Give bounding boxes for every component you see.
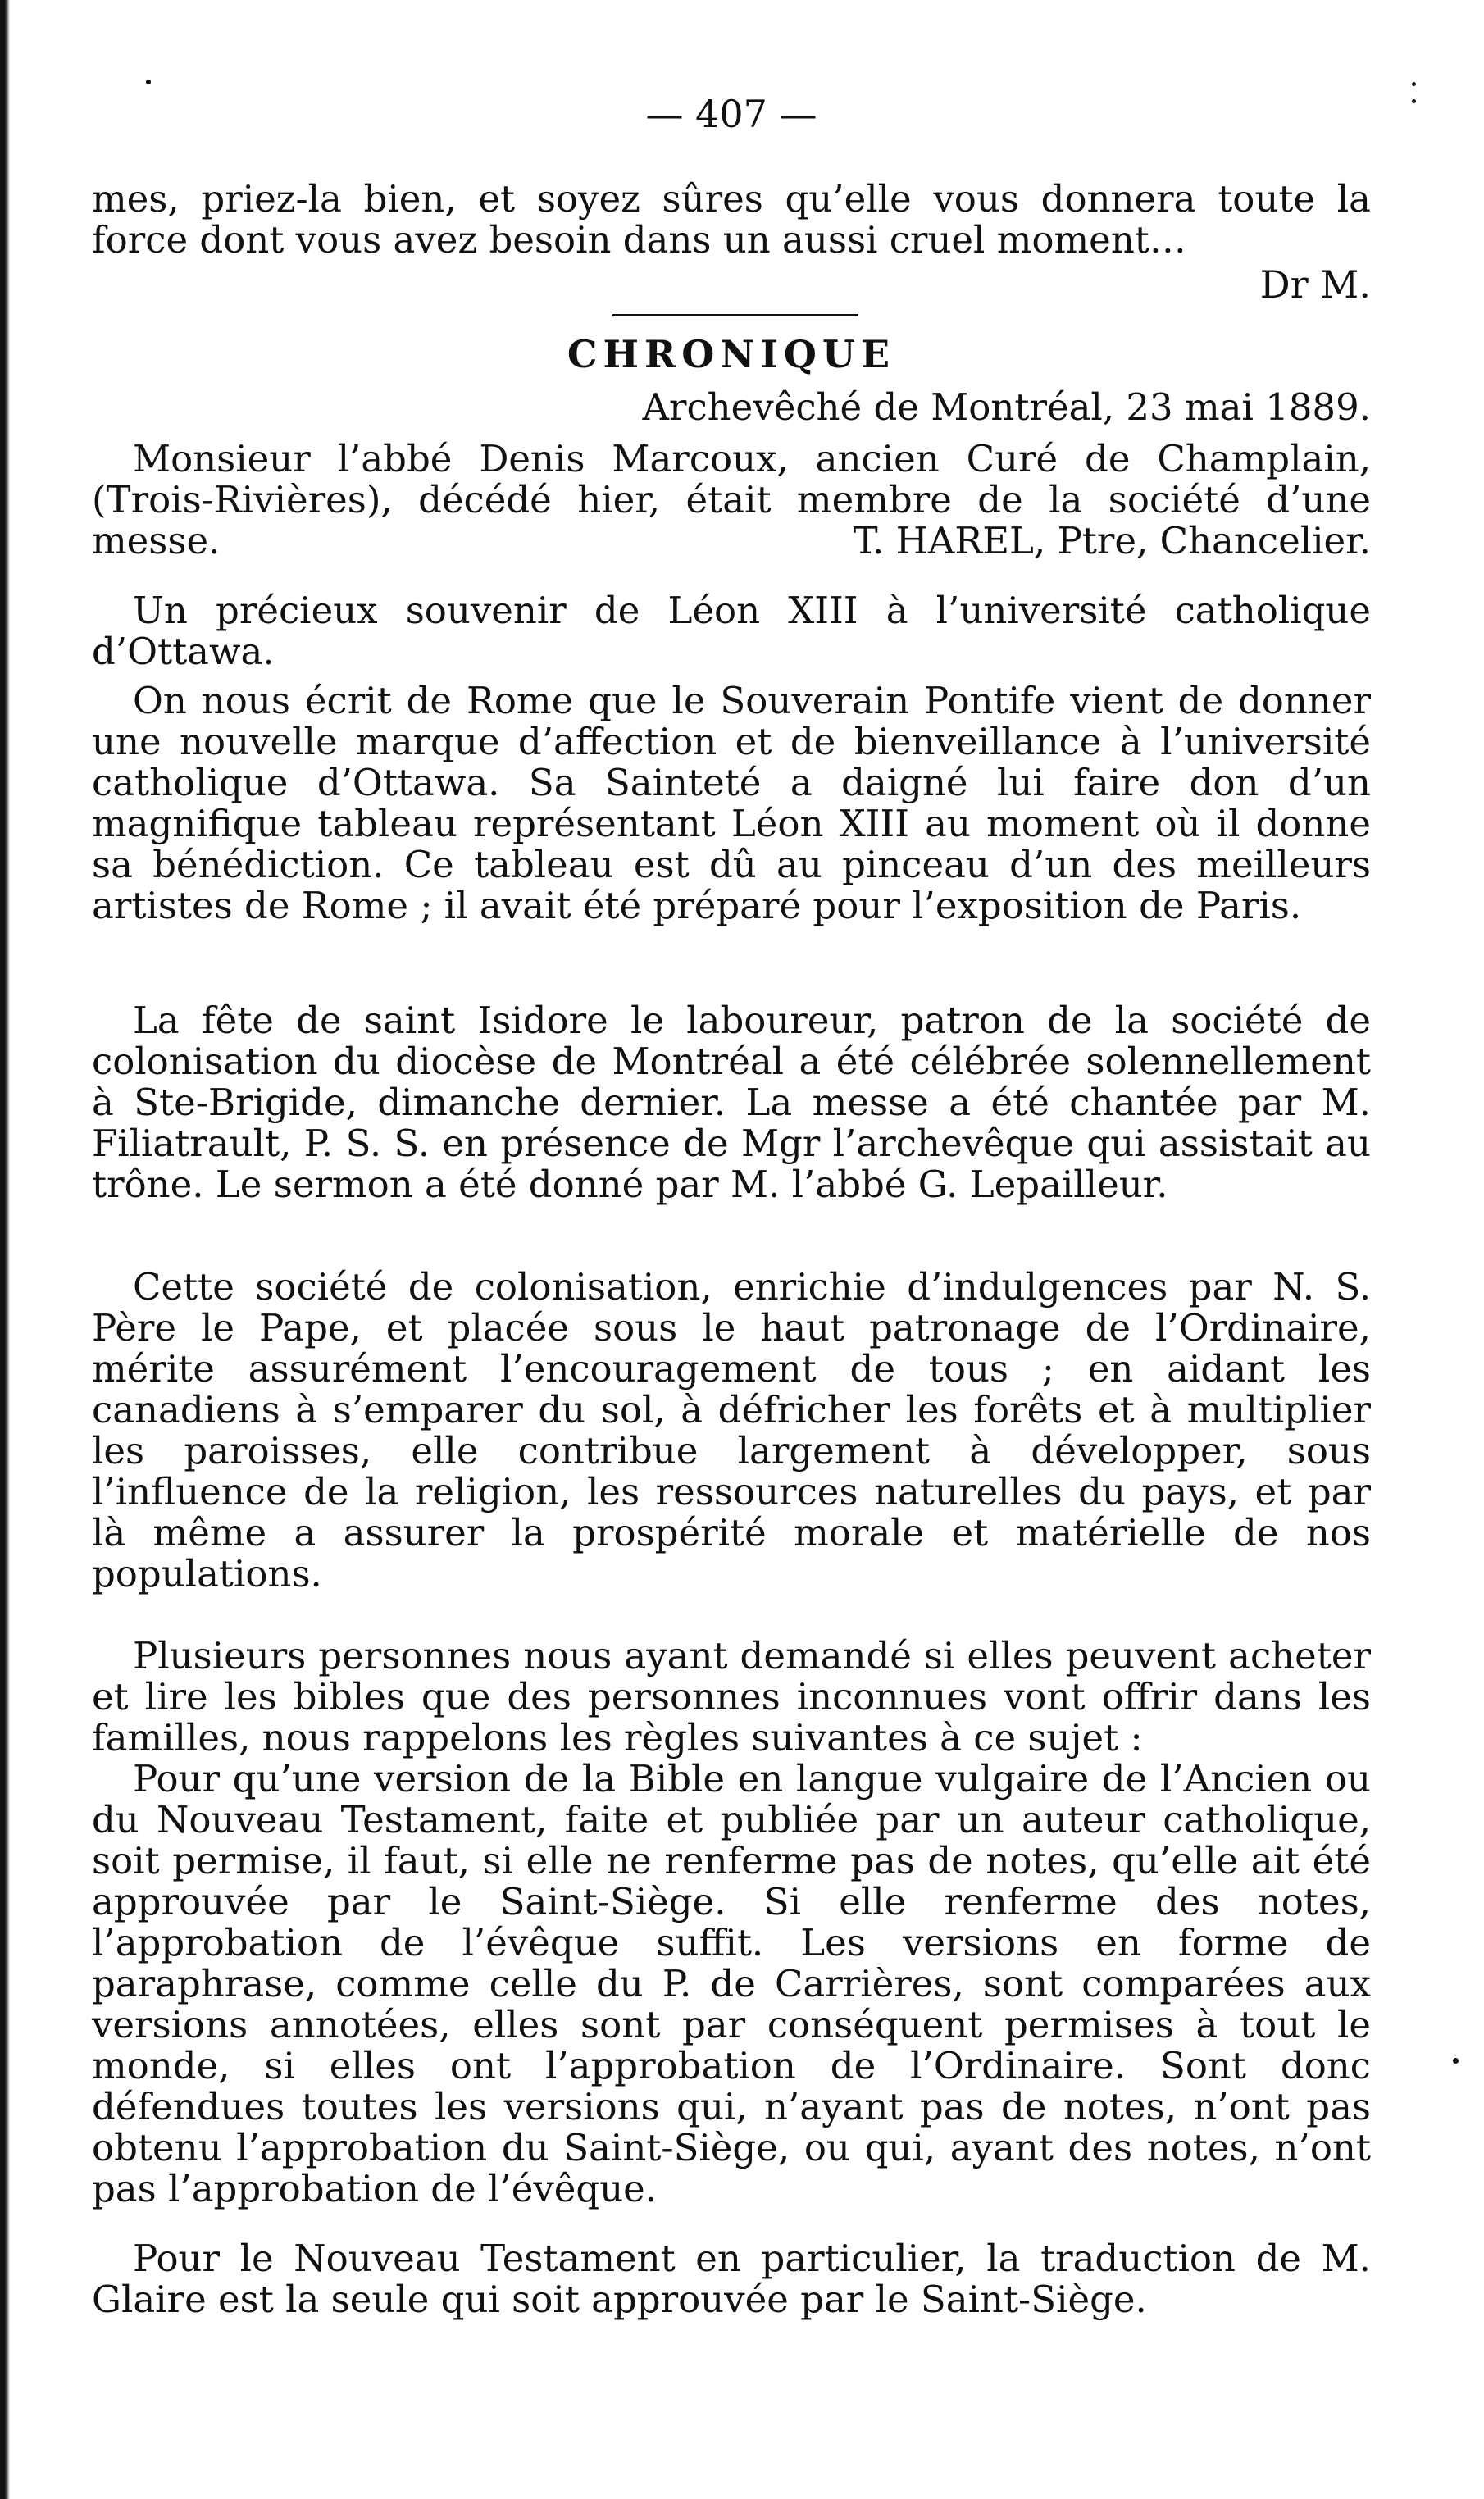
paragraph: Pour le Nouveau Testament en particulier, la traduction de M. Glaire est la seule qui soit approuvée par le Saint-Siège. bbox=[92, 2237, 1371, 2321]
dateline: Archevêché de Montréal, 23 mai 1889. bbox=[642, 385, 1371, 429]
continuation-text: mes, priez-la bien, et soyez sûres qu’elle vous donnera toute la force dont vous avez besoin dans un aussi cruel moment… bbox=[92, 177, 1371, 262]
paragraph: Pour qu’une version de la Bible en langue vulgaire de l’Ancien ou du Nouveau Testament, faite et publiée par un auteur catholique, soit permise, il faut, si elle ne renferme pas de notes, qu’elle ait été approuvée par le Saint-Siège. Si elle renferme des notes, l’approbation de l’évêque suffit. Les versions en forme de paraphrase, comme celle du P. de Carrières, sont comparées aux versions annotées, elles sont par conséquent permises à tout le monde, si elles ont l’approbation de l’Ordinaire. Sont donc défendues toutes les versions qui, n’ayant pas de notes, n’ont pas obtenu l’approbation du Saint-Siège, ou qui, ayant des notes, n’ont pas l’approbation de l’évêque. bbox=[92, 1757, 1371, 2210]
ink-speck bbox=[1412, 82, 1416, 86]
notice-text: Monsieur l’abbé Denis Marcoux, ancien Curé de Champlain, (Trois-Rivières), décédé hier, était membre de la société d’une messe. bbox=[92, 437, 1371, 562]
ink-speck bbox=[1412, 99, 1416, 103]
continuation-signature: Dr M. bbox=[1259, 262, 1371, 307]
ink-speck bbox=[1453, 2058, 1459, 2064]
page-binding-edge bbox=[0, 0, 10, 2499]
paragraph: Un précieux souvenir de Léon XIII à l’université catholique d’Ottawa. bbox=[92, 589, 1371, 673]
paragraph: Plusieurs personnes nous ayant demandé si elles peuvent acheter et lire les bibles que des personnes inconnues vont offrir dans les familles, nous rappelons les règles suivantes à ce sujet : bbox=[92, 1634, 1371, 1759]
ink-speck bbox=[146, 80, 151, 84]
page-number: — 407 — bbox=[645, 92, 817, 136]
paragraph: On nous écrit de Rome que le Souverain Pontife vient de donner une nouvelle marque d’affection et de bienveillance à l’université catholique d’Ottawa. Sa Sainteté a daigné lui faire don d’un magnifique tableau représentant Léon XIII au moment où il donne sa bénédiction. Ce tableau est dû au pinceau d’un des meilleurs artistes de Rome ; il avait été préparé pour l’exposition de Paris. bbox=[92, 679, 1371, 927]
section-divider bbox=[612, 314, 858, 316]
paragraph: Cette société de colonisation, enrichie d’indulgences par N. S. Père le Pape, et placée sous le haut patronage de l’Ordinaire, mérite assurément l’encouragement de tous ; en aidant les canadiens à s’emparer du sol, à défricher les forêts et à multiplier les paroisses, elle contribue largement à développer, sous l’influence de la religion, les ressources naturelles du pays, et par là même a assurer la prospérité morale et matérielle de nos populations. bbox=[92, 1265, 1371, 1595]
paragraph: La fête de saint Isidore le laboureur, patron de la société de colonisation du diocèse de Montréal a été célébrée solennellement à Ste-Brigide, dimanche dernier. La messe a été chantée par M. Filiatrault, P. S. S. en présence de Mgr l’archevêque qui assistait au trône. Le sermon a été donné par M. l’abbé G. Lepailleur. bbox=[92, 999, 1371, 1206]
section-title: CHRONIQUE bbox=[567, 332, 896, 376]
notice-signature: T. HAREL, Ptre, Chancelier. bbox=[853, 519, 1371, 562]
